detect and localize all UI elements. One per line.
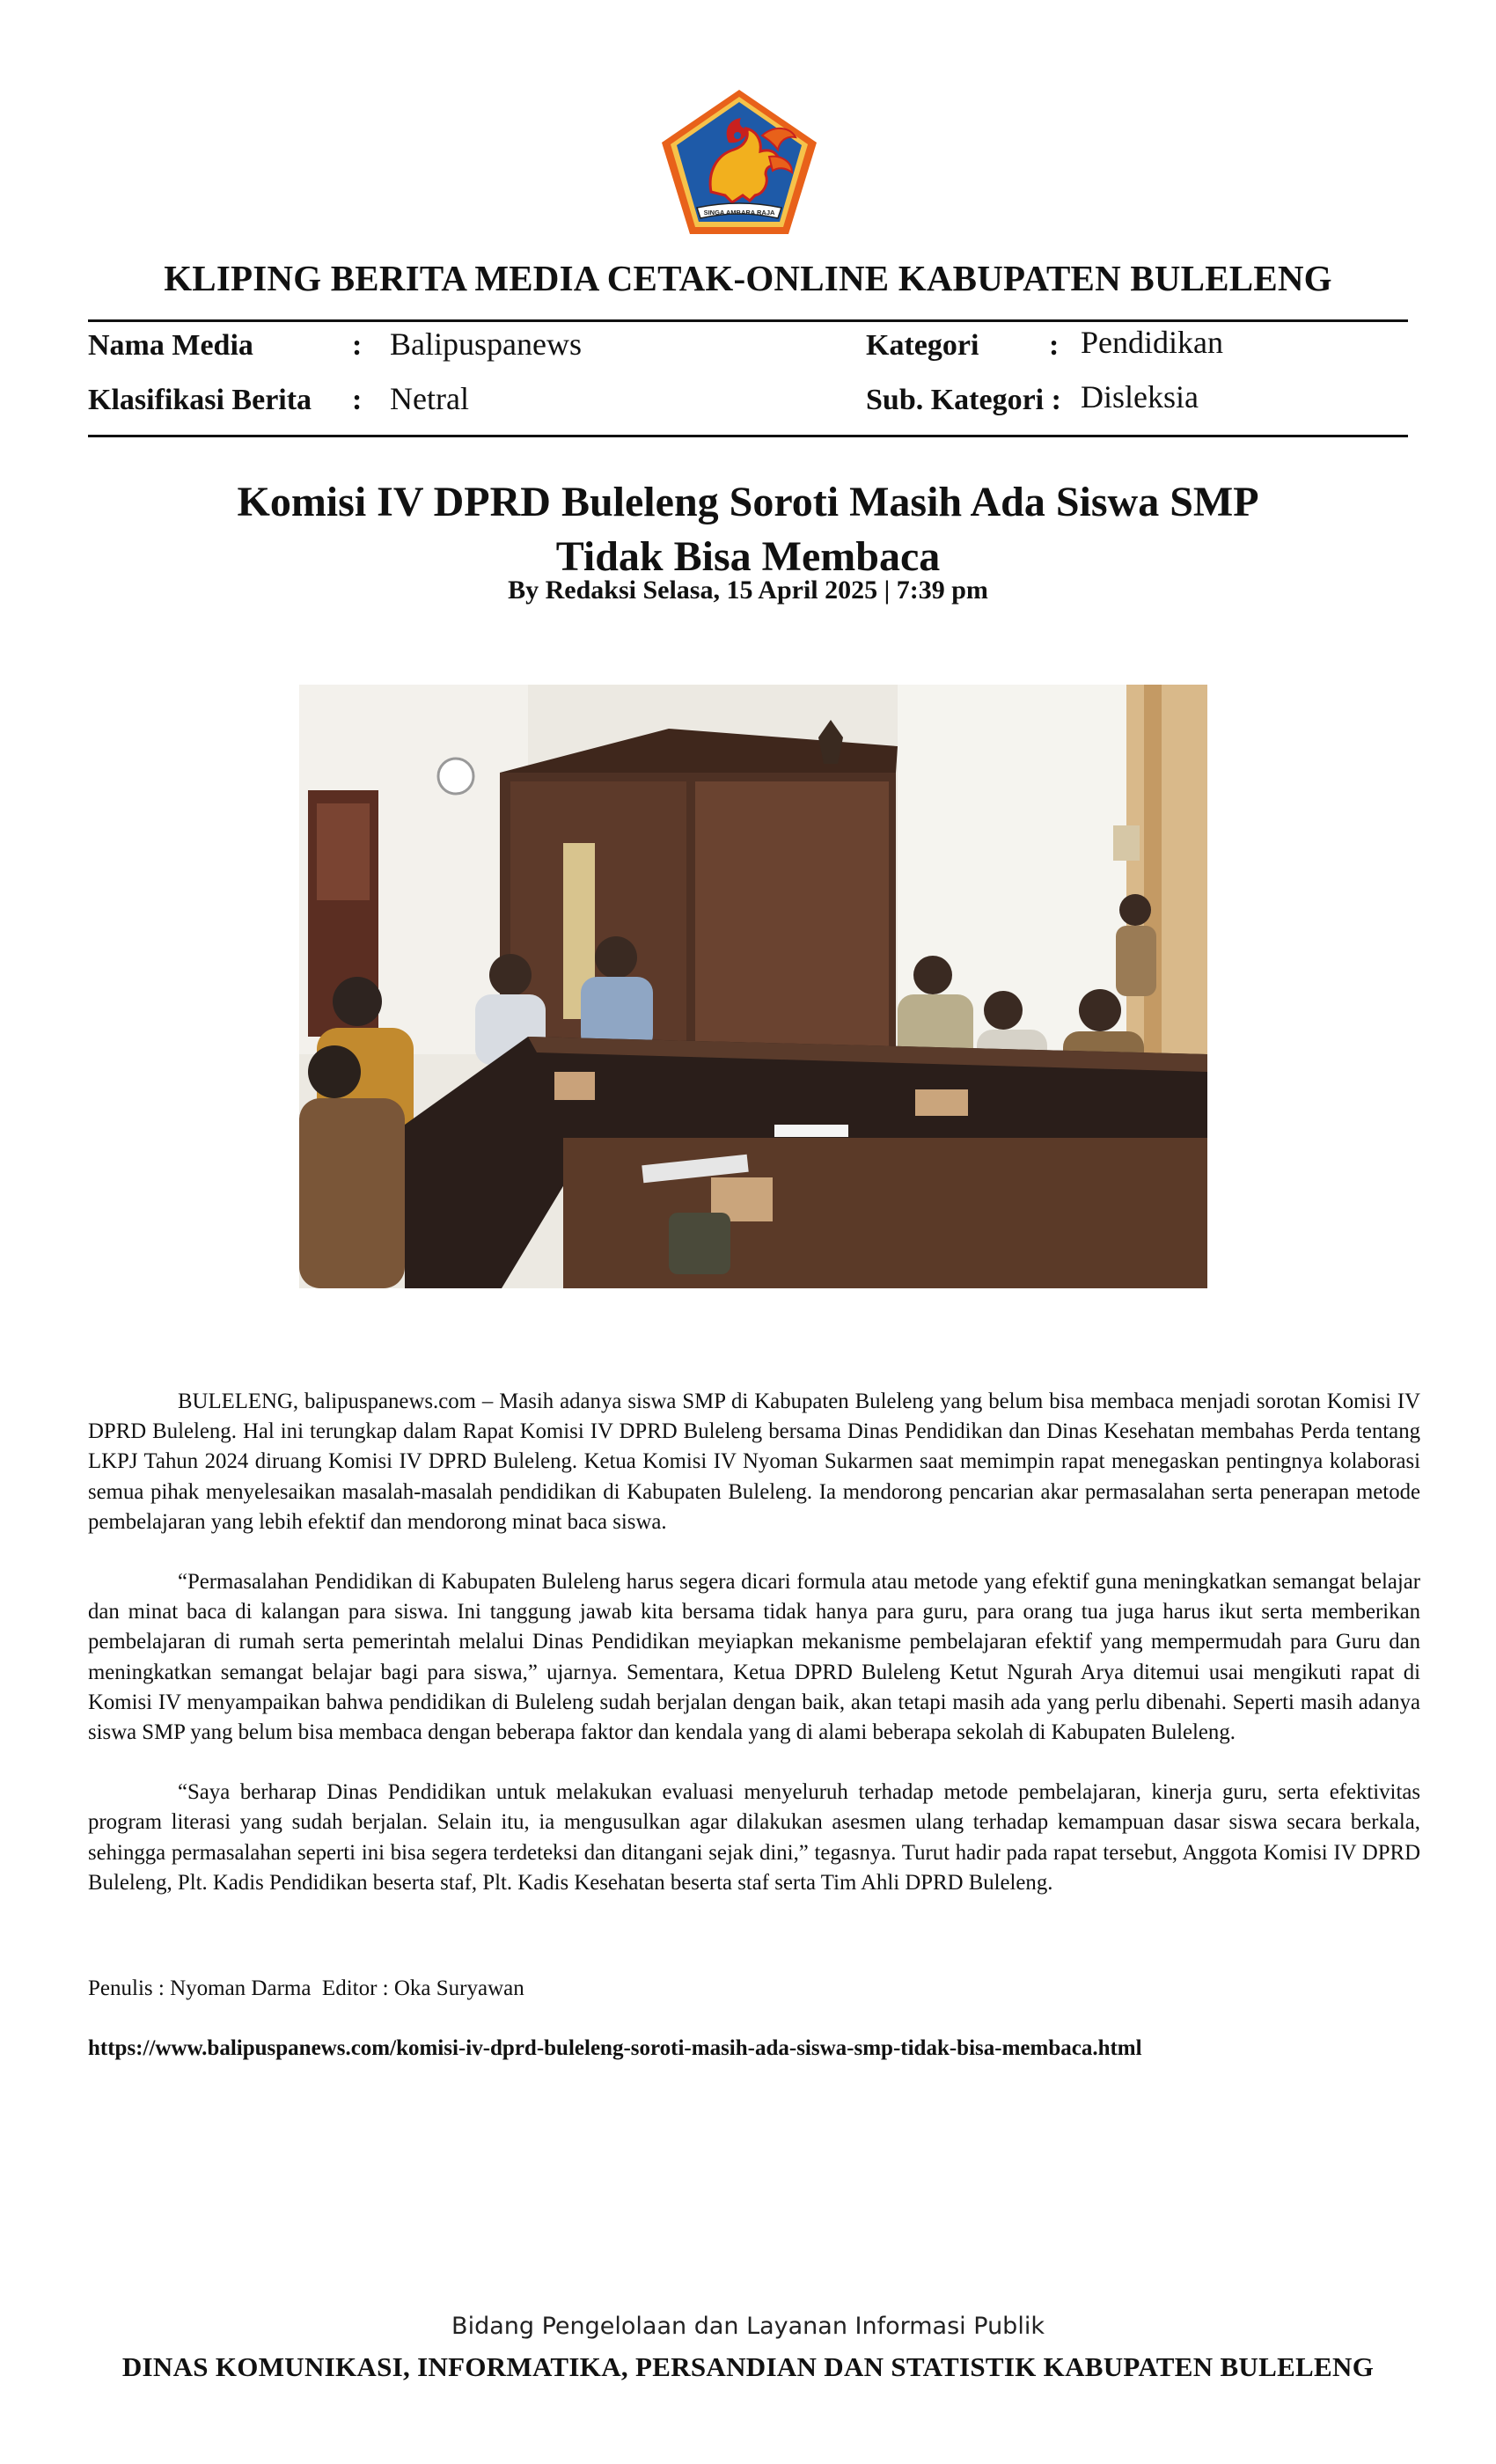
article-title [0, 475, 1496, 584]
kabupaten-buleleng-logo [658, 86, 820, 238]
article-title-line2: Tidak Bisa Membaca [555, 533, 941, 580]
article-paragraph-1: BULELENG, balipuspanews.com – Masih adanya siswa SMP di Kabupaten Buleleng yang belum bisa membaca menjadi sorotan Komisi IV DPRD Buleleng. Hal ini terungkap dalam Rapat Komisi IV DPRD Buleleng bersama Dinas Pendidikan dan Dinas Kesehatan membahas Perda tentang LKPJ Tahun 2024 diruang Komisi IV DPRD Buleleng. Ketua Komisi IV Nyoman Sukarmen saat memimpin rapat menegaskan pentingnya kolaborasi semua pihak menyelesaikan masalah-masalah pendidikan di Kabupaten Buleleng. Ia mendorong pencarian akar permasalahan serta penerapan metode pembelajaran yang lebih efektif dan mendorong minat baca siswa. [88, 1390, 1420, 1534]
sub-kategori-value: Disleksia [1081, 379, 1199, 414]
klasifikasi-berita-value: Netral [390, 381, 469, 416]
logo-motto-text: SINGA AMBARA RAJA [703, 209, 775, 216]
article-body [88, 1387, 1420, 1928]
article-source-link[interactable]: https://www.balipuspanews.com/komisi-iv-dprd-buleleng-soroti-masih-ada-siswa-smp-tidak-bisa-membaca.html [88, 2036, 1142, 2060]
nama-media-colon: : [352, 329, 363, 362]
nama-media-label: Nama Media [88, 329, 253, 362]
klasifikasi-berita-colon: : [352, 384, 363, 416]
kategori-value: Pendidikan [1081, 325, 1223, 360]
kategori-label: Kategori [866, 329, 979, 362]
article-paragraph-2: “Permasalahan Pendidikan di Kabupaten Buleleng harus segera dicari formula atau metode yang efektif guna meningkatkan semangat belajar dan minat baca di kalangan para siswa. Ini tanggung jawab kita bersama tidak hanya para guru, para orang tua juga harus ikut serta memberikan pembelajaran di rumah serta pemerintah melalui Dinas Pendidikan meyiapkan mekanisme pembelajaran efektif yang mempermudah para Guru dan meningkatkan semangat belajar bagi para siswa,” ujarnya. Sementara, Ketua DPRD Buleleng Ketut Ngurah Arya ditemui usai mengikuti rapat di Komisi IV menyampaikan bahwa pendidikan di Buleleng sudah berjalan dengan baik, akan tetapi masih ada yang perlu dibenahi. Seperti masih adanya siswa SMP yang belum bisa membaca dengan beberapa faktor dan kendala yang di alami beberapa sekolah di Kabupaten Buleleng. [88, 1570, 1420, 1745]
article-credits: Penulis : Nyoman Darma Editor : Oka Suryawan [88, 1976, 524, 2000]
page-title: KLIPING BERITA MEDIA CETAK-ONLINE KABUPATEN BULELENG [164, 258, 1332, 298]
article-byline: By Redaksi Selasa, 15 April 2025 | 7:39 pm [508, 576, 988, 605]
header-divider-top [88, 319, 1408, 322]
article-title-line1: Komisi IV DPRD Buleleng Soroti Masih Ada Siswa SMP [237, 479, 1259, 525]
kategori-colon: : [1049, 329, 1060, 362]
nama-media-value: Balipuspanews [390, 326, 582, 362]
article-paragraph-3: “Saya berharap Dinas Pendidikan untuk melakukan evaluasi menyeluruh terhadap metode pembelajaran, kinerja guru, serta efektivitas program literasi yang sudah berjalan. Selain itu, ia mengusulkan agar dilakukan asesmen ulang terhadap kemampuan dasar siswa secara berkala, sehingga permasalahan seperti ini bisa segera terdeteksi dan ditangani sejak dini,” tegasnya. Turut hadir pada rapat tersebut, Anggota Komisi IV DPRD Buleleng, Plt. Kadis Pendidikan beserta staf, Plt. Kadis Kesehatan beserta staf serta Tim Ahli DPRD Buleleng. [88, 1780, 1420, 1895]
header-divider-bottom [88, 435, 1408, 437]
sub-kategori-label: Sub. Kategori : [866, 384, 1061, 416]
article-photo [299, 685, 1207, 1288]
footer-department: Bidang Pengelolaan dan Layanan Informasi Publik [451, 2313, 1045, 2340]
footer-agency: DINAS KOMUNIKASI, INFORMATIKA, PERSANDIAN DAN STATISTIK KABUPATEN BULELENG [121, 2351, 1375, 2382]
klasifikasi-berita-label: Klasifikasi Berita [88, 384, 312, 416]
